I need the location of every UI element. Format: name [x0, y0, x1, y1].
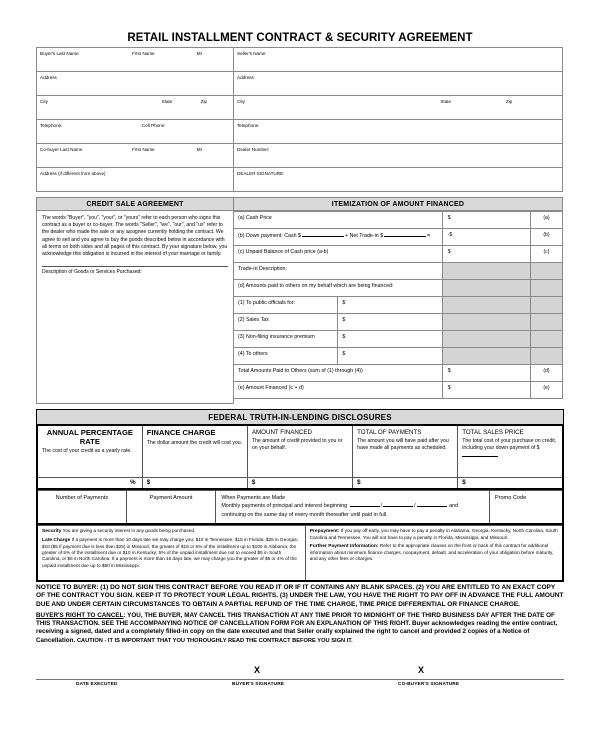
- to-others-ref-blank: [530, 348, 562, 365]
- buyer-last-name-label: Buyer's Last Name: [40, 50, 79, 56]
- unpaid-balance-label: (c) Unpaid Balance of Cash price (a-b): [234, 246, 443, 263]
- right-to-cancel-body: : YOU, THE BUYER, MAY CANCEL THIS TRANSACTION AT ANY TIME PRIOR TO MIDNIGHT OF THE THIRD BUSINESS DAY AFTER THE DATE OF THIS TRANSACTION. SEE THE ACCOMPANYING NOTICE OF CANCELLATION FORM FOR AN EXPLANATION OF THIS RIGHT. Buyer acknowledges reading the entire contract, receiving a signed, dated and a completely filled-in copy on the date executed and that Seller orally explained the right to cancel and provided 2 copies of a Notice of Cancellation.: [36, 612, 558, 644]
- equals-sign: =: [427, 233, 431, 239]
- amounts-paid-others-ref-blank: [530, 280, 562, 297]
- page-title: RETAIL INSTALLMENT CONTRACT & SECURITY AGREEMENT: [127, 32, 473, 44]
- table-row: [234, 280, 563, 297]
- promo-code-cell[interactable]: Promo Code: [489, 491, 563, 524]
- cobuyer-last-name-label: Co-buyer Last Name: [40, 146, 83, 152]
- dealer-signature-cell[interactable]: [234, 168, 563, 192]
- total-sales-price-value[interactable]: $: [458, 477, 563, 489]
- security-late-charge-cell: [37, 525, 305, 581]
- net-trade-in-field[interactable]: [384, 232, 426, 237]
- table-row: [234, 246, 563, 263]
- public-officials-label: (1) To public officials for:: [234, 297, 338, 314]
- seller-table: [233, 47, 563, 192]
- cobuyer-address-cell[interactable]: [37, 168, 234, 192]
- amount-financed-label: (e) Amount Financed (c + d): [234, 382, 443, 399]
- agreement-section: [36, 197, 564, 404]
- table-row: [234, 348, 563, 365]
- cobuyer-signature-x-mark: X: [418, 665, 425, 676]
- table-row: [37, 491, 563, 524]
- cobuyer-first-name-label: First Name: [132, 146, 155, 152]
- begin-year-field[interactable]: [417, 502, 447, 507]
- prepayment-cell: [305, 525, 563, 581]
- buyer-mi-label: MI: [196, 50, 202, 56]
- table-row: [234, 229, 563, 246]
- table-row: [234, 263, 563, 280]
- trade-in-ref-blank: [530, 263, 562, 280]
- amount-financed-description: The amount of credit provided to you or on your behalf.: [251, 438, 343, 451]
- total-sales-price-desc-text: The total cost of your purchase on credit, including your down payment of $: [462, 438, 557, 451]
- total-payments-title: TOTAL OF PAYMENTS: [357, 429, 422, 436]
- seller-name-label: Seller's Name: [237, 50, 266, 56]
- total-paid-others-amount[interactable]: $: [442, 365, 530, 382]
- total-sales-price-title: TOTAL SALES PRICE: [462, 429, 524, 436]
- table-row: [37, 425, 563, 477]
- down-payment-blank-field[interactable]: [462, 452, 498, 457]
- net-trade-in-label: + Net Trade-in $: [345, 233, 384, 239]
- down-payment-cash-label: (b) Down payment: Cash $: [238, 233, 302, 239]
- buyer-city-label: City: [40, 98, 48, 104]
- sales-tax-label: (2) Sales Tax: [234, 314, 338, 331]
- amount-financed-ref: (e): [530, 382, 562, 399]
- table-row: [37, 525, 563, 581]
- apr-description: The cost of your credit as a yearly rate.: [42, 448, 132, 455]
- total-payments-cell: [353, 425, 458, 477]
- sales-tax-blank: [442, 314, 530, 331]
- non-filing-insurance-label: (3) Non-filing insurance premium: [234, 331, 338, 348]
- when-payments-title: When Payments are Made: [221, 495, 286, 501]
- security-paragraph: [42, 528, 301, 535]
- payment-amount-cell[interactable]: Payment Amount: [126, 491, 215, 524]
- itemization-section: [233, 197, 563, 404]
- payments-table: [36, 490, 564, 525]
- table-row: [234, 144, 563, 168]
- buyer-phone-cell[interactable]: [37, 120, 234, 144]
- buyer-zip-label: Zip: [200, 98, 208, 104]
- credit-sale-agreement: [36, 197, 234, 404]
- buyer-first-name-label: First Name: [132, 50, 155, 56]
- trade-in-description-label[interactable]: Trade-in Description:: [234, 263, 443, 280]
- to-others-amount[interactable]: $: [338, 348, 442, 365]
- public-officials-amount[interactable]: $: [338, 297, 442, 314]
- buyer-cell-phone-label: Cell Phone:: [141, 122, 166, 128]
- public-officials-blank: [442, 297, 530, 314]
- when-payments-made-cell: [216, 491, 490, 524]
- table-row: [234, 120, 563, 144]
- security-text: You are giving a security interest in any goods being purchased.: [61, 527, 196, 533]
- number-of-payments-cell[interactable]: Number of Payments: [37, 491, 126, 524]
- parties-section: [36, 47, 564, 192]
- til-table: [36, 424, 564, 490]
- total-paid-others-ref: (d): [530, 365, 562, 382]
- signature-section: [36, 665, 564, 699]
- buyer-city-cell[interactable]: [37, 96, 234, 120]
- amount-financed-title: AMOUNT FINANCED: [251, 429, 312, 436]
- table-row: [37, 144, 234, 168]
- security-label: Security: [42, 528, 62, 534]
- date-executed-label: DATE EXECUTED: [76, 682, 118, 688]
- signature-line: [36, 679, 564, 680]
- prepayment-text: If you pay off early, you may have to pay a penalty in Alabama, Georgia, Kentucky, North Carolina, South Carolina and Tennessee. You will not have to pay a penalty in Florida, Mississippi, and Missouri.: [309, 527, 558, 540]
- finance-charge-cell: [142, 425, 247, 477]
- cash-price-ref: (a): [530, 212, 562, 229]
- itemization-table: [233, 211, 563, 399]
- seller-state-label: State: [440, 98, 452, 104]
- form-sheet: [36, 47, 564, 699]
- further-payment-label: Further Payment Information:: [309, 543, 379, 549]
- buyer-signature-label: BUYER'S SIGNATURE: [232, 682, 285, 688]
- total-paid-others-label: Total Amounts Paid to Others (sum of (1) through (4)): [234, 365, 443, 382]
- table-row: [234, 168, 563, 192]
- non-filing-insurance-blank: [442, 331, 530, 348]
- buyer-column: [36, 47, 234, 192]
- til-header: FEDERAL TRUTH-IN-LENDING DISCLOSURES: [36, 409, 564, 424]
- seller-telephone-cell[interactable]: [234, 120, 563, 144]
- cobuyer-mi-label: MI: [196, 146, 202, 152]
- unpaid-balance-amount[interactable]: $: [442, 246, 530, 263]
- finance-charge-value[interactable]: $: [142, 477, 247, 489]
- amount-financed-value[interactable]: $: [247, 477, 352, 489]
- begin-month-field[interactable]: [350, 502, 380, 507]
- table-row: [234, 48, 563, 72]
- prepayment-paragraph: [310, 528, 558, 541]
- buyer-address-label: Address: [40, 74, 57, 80]
- seller-zip-label: Zip: [505, 98, 513, 104]
- seller-column: [233, 47, 563, 192]
- finance-charge-title: FINANCE CHARGE: [146, 428, 216, 437]
- itemization-header: ITEMIZATION OF AMOUNT FINANCED: [233, 197, 563, 211]
- table-row: [37, 120, 234, 144]
- table-row: [234, 365, 563, 382]
- table-row: [234, 96, 563, 120]
- to-others-blank: [442, 348, 530, 365]
- table-row: [37, 48, 234, 72]
- down-payment-cash-field[interactable]: [302, 232, 344, 237]
- amount-financed-cell: [247, 425, 352, 477]
- credit-sale-header: CREDIT SALE AGREEMENT: [36, 197, 234, 211]
- cobuyer-name-cell[interactable]: [37, 144, 234, 168]
- table-row: [234, 331, 563, 348]
- late-charge-text: If a payment is more than 10 days late we may charge you: $10 in Tennessee; $15 in Florida; $25 in Georgia; $10 ($5 if payment due is less than $25) in Missouri; the greater of $18 or 5% of the installment up to $100 in Alabama; the greater of 5% of the installment due or $10 in Kentucky; 5% of the unpaid installment due not to exceed $5 in South Carolina, or $6 in North Carolina. If a payment is more than 15 days late, we may charge you the greater of $5 or 4% of the unpaid installment due up to $50 in Mississippi.: [42, 536, 298, 568]
- when-payments-line1-pre: Monthly payments of principal and interest beginning: [221, 503, 348, 510]
- cobuyer-signature-label: CO-BUYER'S SIGNATURE: [398, 682, 460, 688]
- table-row: [234, 382, 563, 399]
- buyer-address-cell[interactable]: [37, 72, 234, 96]
- credit-sale-body: [36, 211, 234, 404]
- buyer-name-cell[interactable]: [37, 48, 234, 72]
- apr-title: ANNUAL PERCENTAGE RATE: [46, 428, 133, 446]
- when-payments-line1-post: and: [449, 503, 459, 510]
- down-payment-amount[interactable]: -$: [442, 229, 530, 246]
- amounts-paid-others-blank: [442, 280, 530, 297]
- caution-text: CAUTION - IT IS IMPORTANT THAT YOU THOROUGHLY READ THE CONTRACT BEFORE YOU SIGN IT.: [76, 637, 353, 644]
- table-row: [37, 72, 234, 96]
- when-payments-line2: continuing on the same day of every month thereafter until paid in full.: [221, 511, 388, 518]
- seller-telephone-label: Telephone:: [237, 122, 260, 128]
- amount-financed-amount[interactable]: $: [442, 382, 530, 399]
- table-row: [37, 477, 563, 489]
- buyer-state-label: State: [161, 98, 173, 104]
- dealer-signature-label: DEALER SIGNATURE:: [237, 170, 285, 176]
- public-officials-ref-blank: [530, 297, 562, 314]
- seller-address-label: Address: [237, 74, 254, 80]
- begin-day-field[interactable]: [383, 502, 413, 507]
- late-charge-label: Late Charge: [42, 537, 71, 543]
- down-payment-label: [234, 229, 443, 246]
- table-row: [234, 212, 563, 229]
- table-row: [234, 72, 563, 96]
- seller-city-label: City: [237, 98, 245, 104]
- amounts-paid-others-label: (d) Amounts paid to others on my behalf which are being financed:: [234, 280, 443, 297]
- security-prepayment-table: [36, 525, 564, 583]
- further-payment-text: Refer to the appropriate clauses on the front or back of this contract for additional information about minimum finance charges, nonpayment, default, and acceleration of your obligation before maturity, and any other fees or charges.: [309, 542, 554, 562]
- non-filing-insurance-ref-blank: [530, 331, 562, 348]
- seller-address-cell[interactable]: [234, 72, 563, 96]
- notice-to-buyer: NOTICE TO BUYER: (1) DO NOT SIGN THIS CONTRACT BEFORE YOU READ IT OR IF IT CONTAINS ANY BLANK SPACES. (2) YOU ARE ENTITLED TO AN EXACT COPY OF THE CONTRACT YOU SIGN. KEEP IT TO PROTECT YOUR LEGAL RIGHTS. (3) UNDER THE LAW, YOU HAVE THE RIGHT TO PAY OFF IN ADVANCE THE FULL AMOUNT DUE AND UNDER CERTAIN CIRCUMSTANCES TO OBTAIN A PARTIAL REFUND OF THE TIME CHARGE, TIME PRICE DIFFERENTIAL OR FINANCE CHARGE.: [36, 584, 564, 608]
- dealer-number-label: Dealer Number:: [237, 146, 270, 152]
- table-row: [234, 314, 563, 331]
- sales-tax-ref-blank: [530, 314, 562, 331]
- buyer-signature-x-mark: X: [254, 665, 261, 676]
- finance-charge-description: The dollar amount the credit will cost you.: [146, 439, 243, 446]
- table-row: [234, 297, 563, 314]
- table-row: [37, 168, 234, 192]
- truth-in-lending-section: [36, 409, 564, 582]
- apr-cell: [37, 425, 142, 477]
- apr-value[interactable]: %: [37, 477, 142, 489]
- buyer-table: [36, 47, 234, 192]
- total-sales-price-cell: [458, 425, 563, 477]
- non-filing-insurance-amount[interactable]: $: [338, 331, 442, 348]
- unpaid-balance-ref: (c): [530, 246, 562, 263]
- goods-description-label: Description of Goods or Services Purchased:: [42, 269, 142, 276]
- further-payment-paragraph: [310, 543, 558, 563]
- cash-price-amount[interactable]: $: [442, 212, 530, 229]
- cash-price-label: (a) Cash Price: [234, 212, 443, 229]
- divider: [42, 266, 228, 267]
- seller-name-cell[interactable]: [234, 48, 563, 72]
- right-to-cancel-heading: BUYER'S RIGHT TO CANCEL: [36, 612, 124, 620]
- when-payments-line1: Monthly payments of principal and interest beginning / / and: [221, 503, 459, 510]
- buyers-right-to-cancel: [36, 612, 564, 645]
- trade-in-amount-blank: [442, 263, 530, 280]
- dealer-number-cell[interactable]: [234, 144, 563, 168]
- total-payments-description: The amount you will have paid after you have made all payments as scheduled.: [357, 438, 449, 451]
- table-row: [37, 96, 234, 120]
- to-others-label: (4) To others: [234, 348, 338, 365]
- sales-tax-amount[interactable]: $: [338, 314, 442, 331]
- cobuyer-address-label: Address (if different from above): [40, 170, 106, 176]
- prepayment-label: Prepayment:: [309, 528, 340, 534]
- total-payments-value[interactable]: $: [353, 477, 458, 489]
- credit-sale-text: The words "Buyer", "you", "your", or "yours" refer to each person who signs this contract as a buyer or co-buyer. The words "Seller", "we", "our", and "us" refer to the dealer who made the sale or any assignee currently holding the contract. We agree to sell and you agree to buy the goods described below in accordance with all terms on both sides and all pages of this contract. By your signature below, you acknowledge this obligation is incurred in the interest of your marriage or family.: [42, 215, 228, 258]
- seller-city-cell[interactable]: [234, 96, 563, 120]
- down-payment-ref: (b): [530, 229, 562, 246]
- late-charge-paragraph: [42, 537, 301, 569]
- buyer-telephone-label: Telephone:: [40, 122, 63, 128]
- total-sales-price-description: [462, 438, 558, 459]
